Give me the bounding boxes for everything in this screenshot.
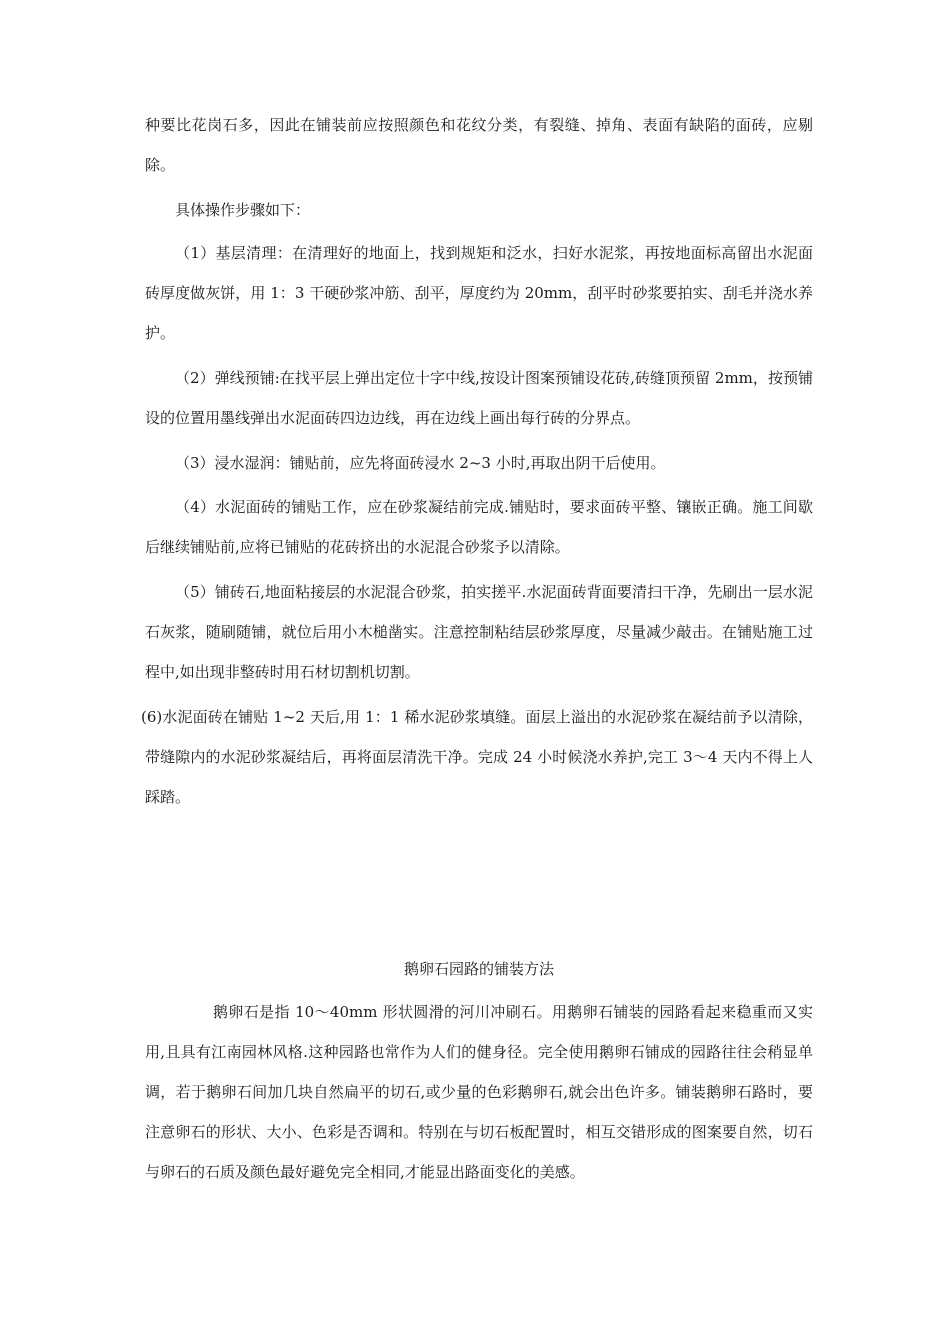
paragraph-continued: 种要比花岗石多，因此在铺装前应按照颜色和花纹分类，有裂缝、掉角、表面有缺陷的面砖，应剔除。 <box>145 116 813 174</box>
paragraph-step-3: （3）浸水湿润：铺贴前，应先将面砖浸水 2~3 小时,再取出阴干后使用。 <box>175 454 666 472</box>
paragraph-step-4: （4）水泥面砖的铺贴工作，应在砂浆凝结前完成.铺贴时，要求面砖平整、镶嵌正确。施工间歇后继续铺贴前,应将已铺贴的花砖挤出的水泥混合砂浆予以清除。 <box>145 498 813 556</box>
paragraph-step-1: （1）基层清理：在清理好的地面上，找到规矩和泛水，扫好水泥浆，再按地面标高留出水泥面砖厚度做灰饼，用 1：3 干硬砂浆冲筋、刮平，厚度约为 20mm，刮平时砂浆要拍实、刮毛并浇水养护。 <box>145 244 813 342</box>
paragraph-steps-intro: 具体操作步骤如下： <box>175 201 311 219</box>
paragraph-step-2: （2）弹线预铺:在找平层上弹出定位十字中线,按设计图案预铺设花砖,砖缝顶预留 2mm，按预铺设的位置用墨线弹出水泥面砖四边边线，再在边线上画出每行砖的分界点。 <box>145 369 813 427</box>
section-title: 鹅卵石园路的铺装方法 <box>403 960 554 978</box>
paragraph-step-6: (6)水泥面砖在铺贴 1~2 天后,用 1：1 稀水泥砂浆填缝。面层上溢出的水泥砂浆在凝结前予以清除，带缝隙内的水泥砂浆凝结后，再将面层清洗干净。完成 24 小时候浇水养护,完工 3～4 天内不得上人踩踏。 <box>141 708 813 806</box>
paragraph-step-5: （5）铺砖石,地面粘接层的水泥混合砂浆，拍实搓平.水泥面砖背面要清扫干净，先刷出一层水泥石灰浆，随刷随铺，就位后用小木槌凿实。注意控制粘结层砂浆厚度，尽量减少敲击。在铺贴施工过程中,如出现非整砖时用石材切割机切割。 <box>145 583 813 681</box>
section-body: 鹅卵石是指 10～40mm 形状圆滑的河川冲刷石。用鹅卵石铺装的园路看起来稳重而又实用,且具有江南园林风格.这种园路也常作为人们的健身径。完全使用鹅卵石铺成的园路往往会稍显单调，若于鹅卵石间加几块自然扁平的切石,或少量的色彩鹅卵石,就会出色许多。铺装鹅卵石路时，要注意卵石的形状、大小、色彩是否调和。特别在与切石板配置时，相互交错形成的图案要自然，切石与卵石的石质及颜色最好避免完全相同,才能显出路面变化的美感。 <box>145 1003 813 1181</box>
